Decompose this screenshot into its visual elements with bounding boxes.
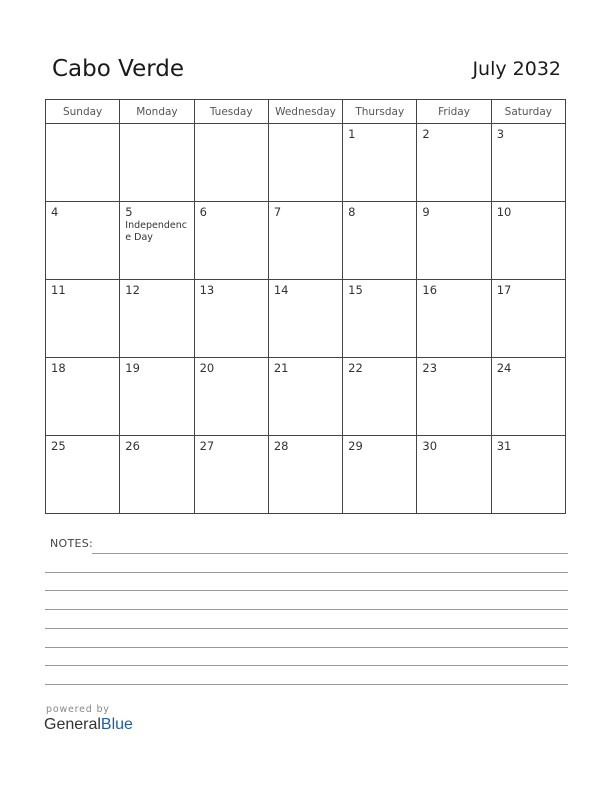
day-cell bbox=[194, 124, 268, 202]
day-cell bbox=[120, 358, 194, 436]
generalblue-logo bbox=[44, 716, 133, 734]
day-number: 11 bbox=[51, 283, 66, 297]
day-cell bbox=[343, 436, 417, 514]
day-cell bbox=[343, 202, 417, 280]
day-number: 28 bbox=[273, 439, 289, 453]
day-number: 8 bbox=[348, 205, 356, 219]
weekday-header: Friday bbox=[417, 100, 491, 124]
day-cell bbox=[268, 124, 342, 202]
day-cell bbox=[268, 202, 342, 280]
day-cell bbox=[194, 358, 268, 436]
day-number: 29 bbox=[348, 439, 363, 453]
weekday-header-row bbox=[46, 100, 566, 124]
day-cell bbox=[120, 202, 194, 280]
week-row bbox=[46, 202, 566, 280]
day-number: 12 bbox=[125, 283, 140, 297]
day-cell bbox=[268, 280, 342, 358]
holiday-label: Independence Day bbox=[125, 220, 187, 243]
day-cell bbox=[343, 280, 417, 358]
weekday-header: Wednesday bbox=[268, 100, 342, 124]
day-cell bbox=[417, 202, 491, 280]
day-number: 27 bbox=[199, 439, 215, 453]
note-line bbox=[45, 684, 568, 685]
week-row bbox=[46, 358, 566, 436]
day-cell bbox=[46, 280, 120, 358]
day-cell bbox=[46, 124, 120, 202]
day-number: 31 bbox=[496, 439, 512, 453]
weekday-header: Tuesday bbox=[194, 100, 268, 124]
note-line bbox=[45, 609, 568, 610]
day-number: 6 bbox=[199, 205, 207, 219]
week-row bbox=[46, 280, 566, 358]
day-cell bbox=[194, 202, 268, 280]
day-number: 21 bbox=[273, 361, 289, 375]
day-number: 3 bbox=[496, 127, 505, 141]
day-cell bbox=[491, 280, 565, 358]
logo-text-blue: Blue bbox=[100, 716, 133, 733]
weekday-header: Monday bbox=[120, 100, 194, 124]
day-cell bbox=[120, 124, 194, 202]
weekday-header: Sunday bbox=[46, 100, 120, 124]
day-cell bbox=[417, 436, 491, 514]
weekday-header: Thursday bbox=[343, 100, 417, 124]
day-number: 16 bbox=[422, 283, 438, 297]
note-line bbox=[45, 647, 568, 648]
day-number: 7 bbox=[273, 205, 282, 219]
note-line bbox=[45, 572, 568, 573]
day-number: 2 bbox=[422, 127, 430, 141]
day-number: 9 bbox=[422, 205, 430, 219]
day-cell bbox=[120, 436, 194, 514]
calendar-month-title: July 2032 bbox=[472, 58, 561, 80]
week-row bbox=[46, 436, 566, 514]
day-number: 20 bbox=[199, 361, 215, 375]
day-number: 10 bbox=[496, 205, 512, 219]
weekday-header: Saturday bbox=[491, 100, 565, 124]
note-line bbox=[45, 665, 568, 666]
day-cell bbox=[491, 124, 565, 202]
notes-label: NOTES: bbox=[50, 537, 94, 550]
day-number: 22 bbox=[348, 361, 363, 375]
day-number: 15 bbox=[348, 283, 363, 297]
day-cell bbox=[343, 124, 417, 202]
day-number: 23 bbox=[422, 361, 438, 375]
calendar-country-title: Cabo Verde bbox=[52, 56, 185, 82]
day-number: 24 bbox=[496, 361, 512, 375]
day-cell bbox=[120, 280, 194, 358]
note-line bbox=[45, 590, 568, 591]
day-cell bbox=[268, 358, 342, 436]
day-cell bbox=[46, 358, 120, 436]
day-cell bbox=[491, 436, 565, 514]
week-row bbox=[46, 124, 566, 202]
day-cell bbox=[417, 280, 491, 358]
note-line bbox=[45, 628, 568, 629]
day-number: 26 bbox=[125, 439, 140, 453]
day-cell bbox=[268, 436, 342, 514]
day-number: 14 bbox=[273, 283, 289, 297]
day-cell bbox=[343, 358, 417, 436]
note-line bbox=[92, 553, 568, 554]
day-cell bbox=[491, 202, 565, 280]
day-number: 19 bbox=[125, 361, 140, 375]
day-number: 18 bbox=[51, 361, 66, 375]
day-number: 1 bbox=[348, 127, 356, 141]
day-number: 17 bbox=[496, 283, 512, 297]
day-number: 25 bbox=[51, 439, 66, 453]
day-cell bbox=[417, 124, 491, 202]
powered-by-text: powered by bbox=[46, 704, 110, 715]
day-cell bbox=[46, 436, 120, 514]
day-number: 5 bbox=[125, 205, 133, 219]
day-cell bbox=[194, 436, 268, 514]
day-number: 30 bbox=[422, 439, 438, 453]
calendar-grid bbox=[45, 99, 566, 514]
logo-text-general: General bbox=[44, 716, 101, 733]
day-cell bbox=[417, 358, 491, 436]
day-cell bbox=[194, 280, 268, 358]
day-cell bbox=[46, 202, 120, 280]
day-number: 13 bbox=[199, 283, 215, 297]
day-cell bbox=[491, 358, 565, 436]
day-number: 4 bbox=[51, 205, 59, 219]
